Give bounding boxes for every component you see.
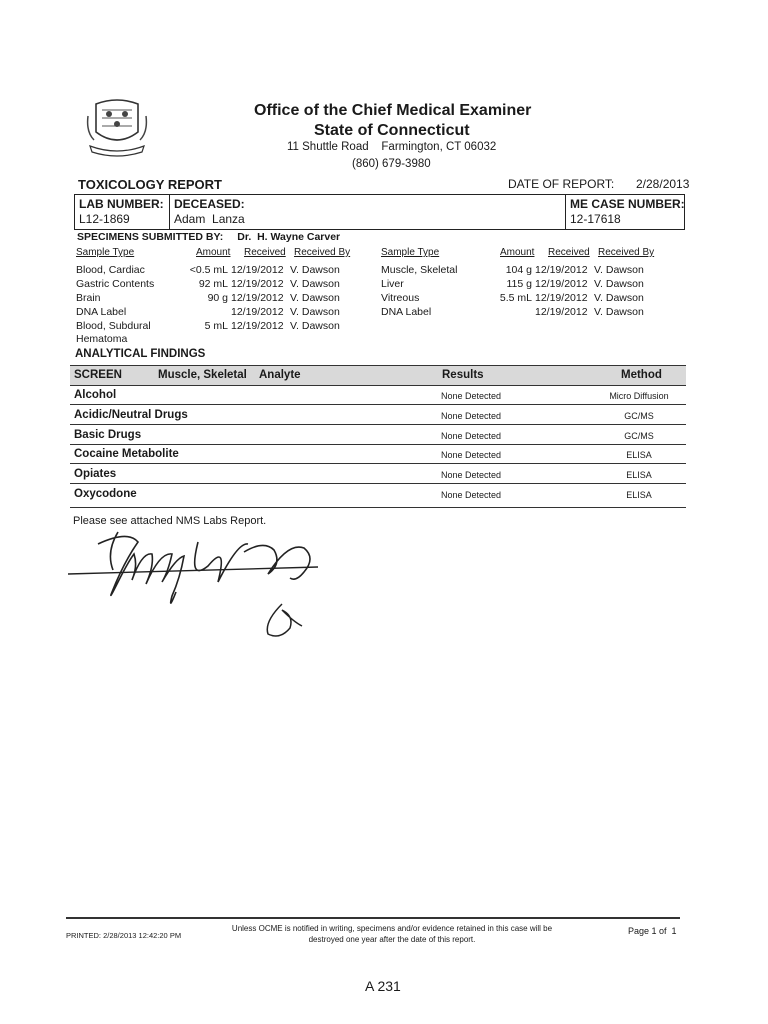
deceased-value: Adam Lanza [174,212,245,226]
specimen-amount: 92 mL [198,278,228,290]
analyte-name: Acidic/Neutral Drugs [74,409,188,421]
screen-specimen: Muscle, Skeletal [158,369,247,381]
specimens-submitted [77,231,340,243]
specimen-type: Muscle, Skeletal [381,264,458,276]
report-title: TOXICOLOGY REPORT [78,177,222,192]
analyte-name: Alcohol [74,389,117,401]
left-received-by-header: Received By [294,247,351,258]
row-divider [70,483,686,484]
lab-number-label: LAB NUMBER: [79,197,164,211]
specimen-amount: 5 mL [204,320,228,332]
specimen-received-by: V. Dawson [290,278,340,290]
specimen-received: 12/19/2012 [535,264,588,276]
row-divider [70,424,686,425]
office-phone: (860) 679-3980 [352,158,431,170]
submitted-by-label: SPECIMENS SUBMITTED BY: [77,231,224,243]
specimen-received: 12/19/2012 [535,278,588,290]
row-divider [70,404,686,405]
analyte-name: Basic Drugs [74,429,142,441]
specimen-type: Blood, Subdural [76,320,151,332]
submitted-by-doctor: Dr. H. Wayne Carver [237,231,341,243]
analyte-method: GC/MS [624,411,654,421]
specimen-amount: <0.5 mL [189,264,228,276]
specimen-received: 12/19/2012 [231,278,284,290]
screen-label: SCREEN [74,369,122,381]
specimen-amount: 104 g [505,264,532,276]
right-sample-type-header: Sample Type [381,247,440,258]
right-received-header: Received [548,247,590,258]
specimen-type: DNA Label [76,306,127,318]
specimen-type: Gastric Contents [76,278,155,290]
specimen-type: Vitreous [381,292,420,304]
analyte-method: GC/MS [624,431,654,441]
lab-number-value: L12-1869 [79,212,130,226]
row-divider [70,444,686,445]
analyte-result: None Detected [441,450,502,460]
specimen-received: 12/19/2012 [231,264,284,276]
office-address: 11 Shuttle Road Farmington, CT 06032 [287,141,497,153]
specimen-type: Blood, Cardiac [76,264,145,276]
page-number: Page 1 of 1 [628,926,677,936]
specimen-amount: 115 g [506,278,532,290]
analyte-name: Opiates [74,468,117,480]
specimen-received: 12/19/2012 [535,306,588,318]
analyte-result: None Detected [441,431,502,441]
analyte-name: Oxycodone [74,488,137,500]
signature-image [68,522,328,642]
specimen-received: 12/19/2012 [231,306,284,318]
analyte-method: ELISA [626,470,652,480]
specimen-received: 12/19/2012 [231,292,284,304]
specimen-amount: 5.5 mL [499,292,532,304]
right-received-by-header: Received By [598,247,655,258]
exhibit-stamp: A 231 [365,978,401,994]
specimen-amount: 90 g [207,292,228,304]
report-date-value: 2/28/2013 [636,177,690,191]
me-case-label: ME CASE NUMBER: [570,197,685,211]
analyte-name: Cocaine Metabolite [74,448,179,460]
specimen-type: Brain [76,292,101,304]
table-bottom-rule [70,507,686,508]
analyte-method: ELISA [626,450,652,460]
analyte-method: ELISA [626,490,652,500]
state-seal-icon [84,98,150,160]
me-case-value: 12-17618 [570,212,621,226]
results-header: Results [442,369,484,381]
specimen-type: DNA Label [381,306,432,318]
analyte-method: Micro Diffusion [609,391,669,401]
analytical-findings-title: ANALYTICAL FINDINGS [75,348,206,360]
report-date-label: DATE OF REPORT: [508,177,615,191]
state-title: State of Connecticut [314,122,470,139]
retention-notice: Unless OCME is notified in writing, specimens and/or evidence retained in this case will be destroyed one year after the date of this report. [231,924,553,944]
left-amount-header: Amount [196,247,231,258]
specimen-type: Liver [381,278,404,290]
office-title: Office of the Chief Medical Examiner [254,102,532,119]
specimen-received-by: V. Dawson [594,278,644,290]
specimen-received-by: V. Dawson [594,264,644,276]
specimen-received-by: V. Dawson [290,306,340,318]
specimen-received-by: V. Dawson [594,306,644,318]
specimen-received: 12/19/2012 [535,292,588,304]
nms-labs-note: Please see attached NMS Labs Report. [73,515,267,527]
left-received-header: Received [244,247,286,258]
method-header: Method [621,369,662,381]
case-info-box [74,194,685,230]
footer-rule [66,917,680,919]
analyte-result: None Detected [441,470,502,480]
specimen-received-by: V. Dawson [594,292,644,304]
analyte-result: None Detected [441,391,502,401]
analyte-header: Analyte [259,369,301,381]
printed-timestamp: PRINTED: 2/28/2013 12:42:20 PM [66,931,182,940]
specimen-received: 12/19/2012 [231,320,284,332]
specimen-received-by: V. Dawson [290,320,340,332]
analyte-result: None Detected [441,490,502,500]
row-divider [70,463,686,464]
specimen-type-continued: Hematoma [76,333,128,345]
deceased-label: DECEASED: [174,197,245,211]
analyte-result: None Detected [441,411,502,421]
right-amount-header: Amount [500,247,535,258]
specimen-received-by: V. Dawson [290,292,340,304]
left-sample-type-header: Sample Type [76,247,135,258]
specimen-received-by: V. Dawson [290,264,340,276]
